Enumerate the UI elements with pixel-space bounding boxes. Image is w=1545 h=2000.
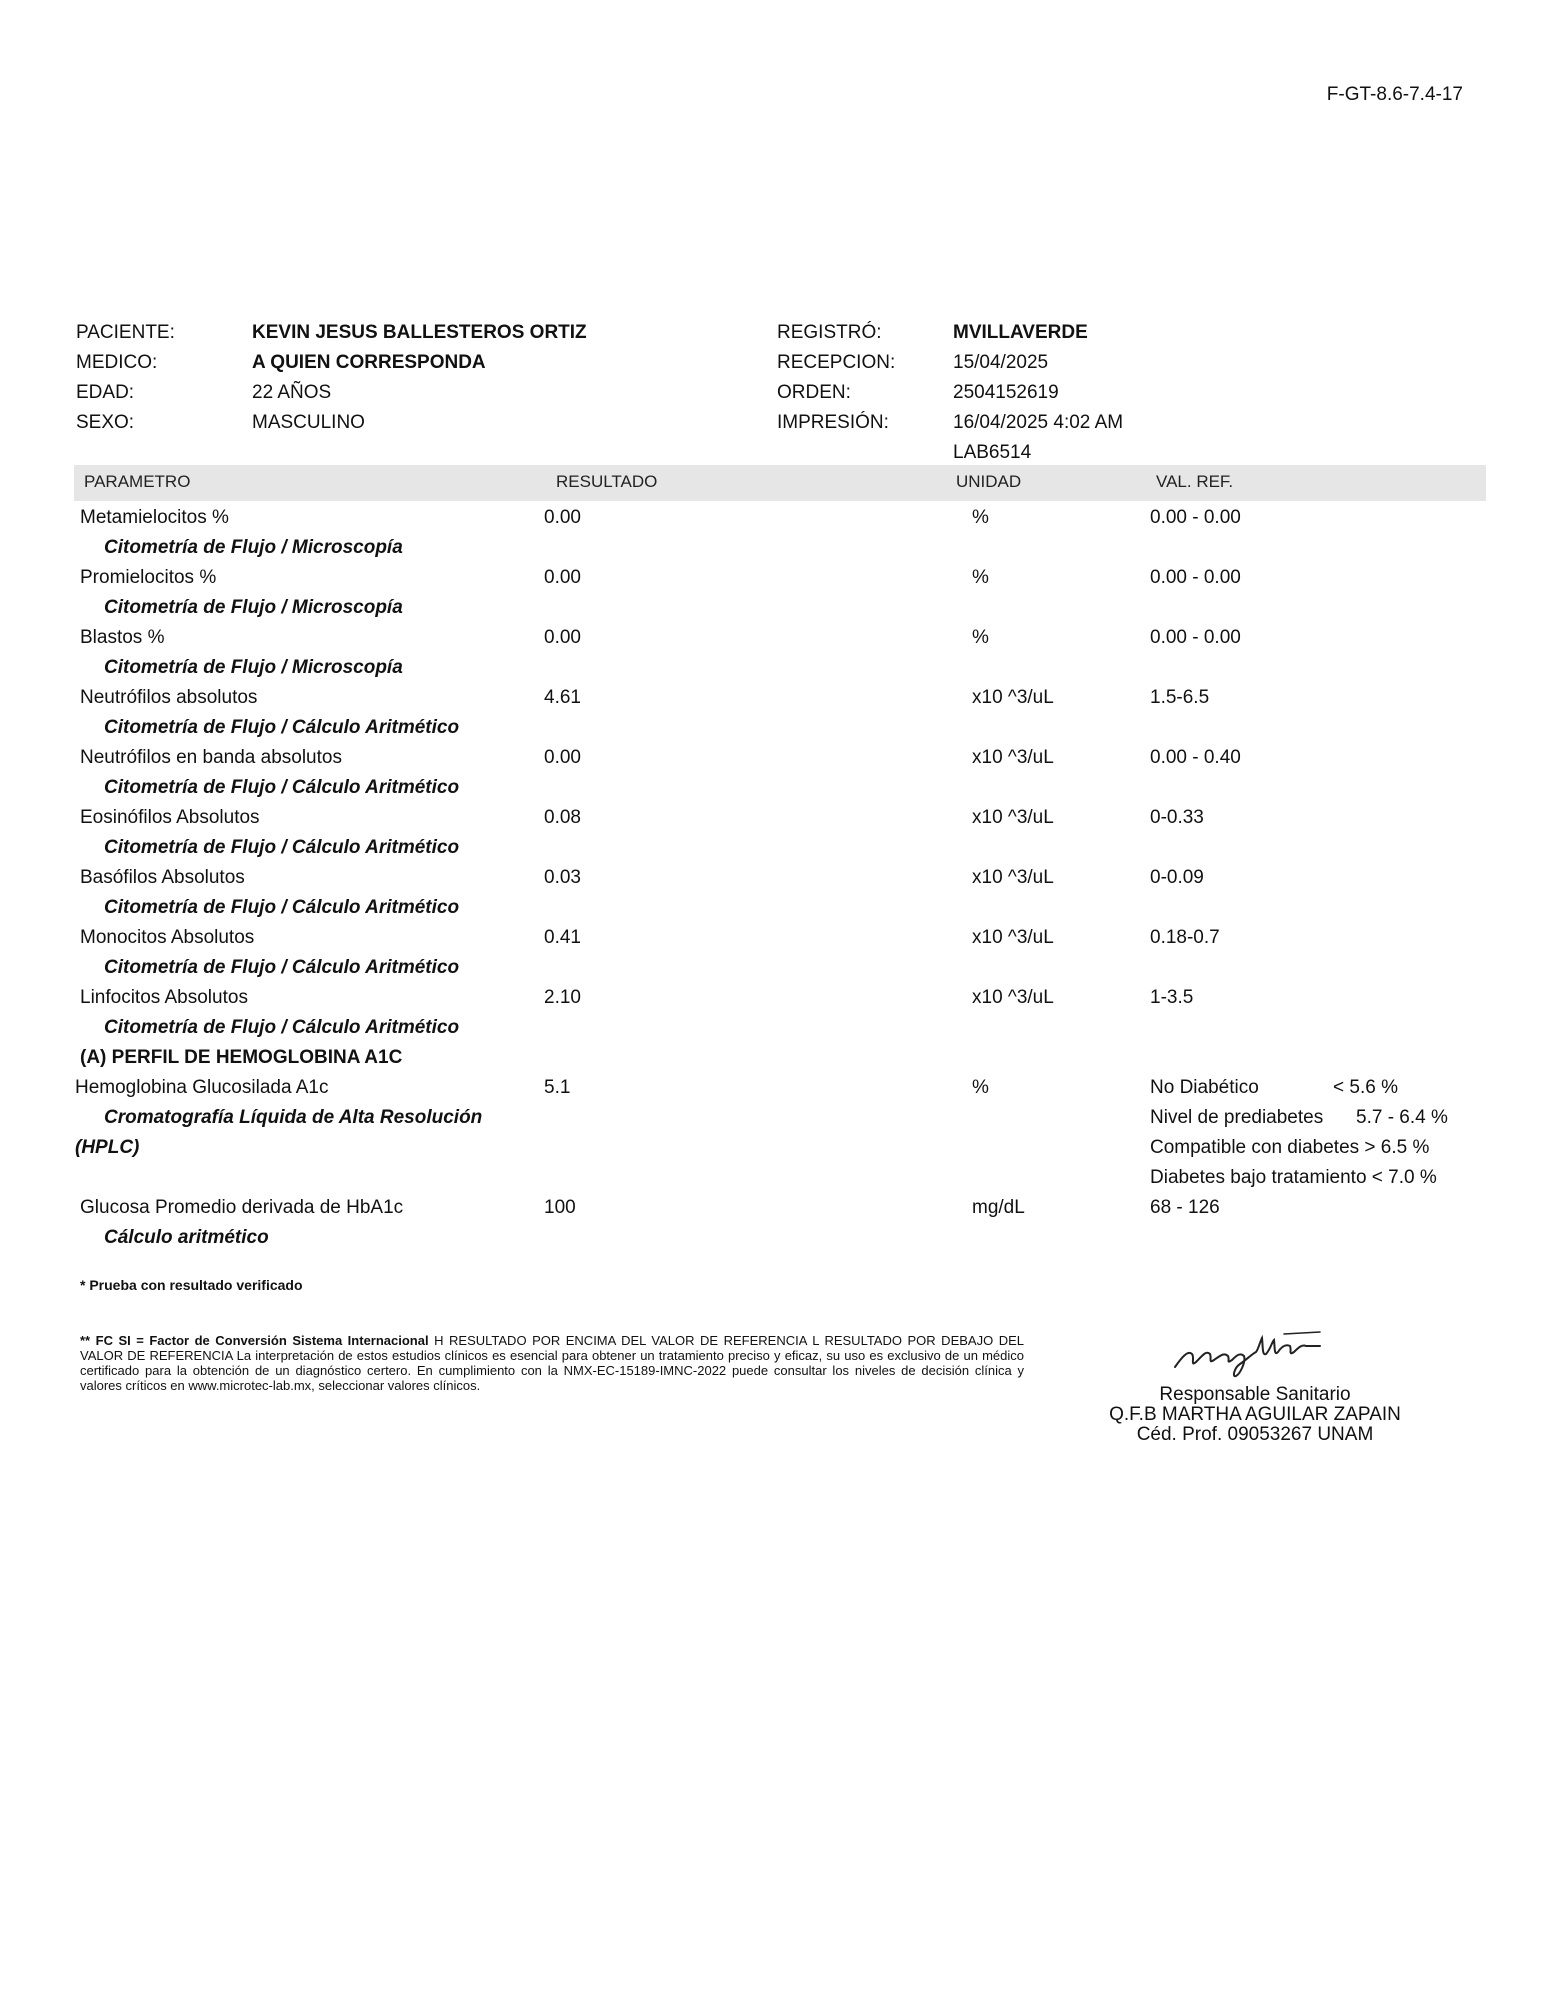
param-name: Neutrófilos absolutos [80, 687, 258, 708]
param-ref: 0-0.33 [1150, 807, 1204, 828]
param-result: 0.41 [544, 927, 581, 948]
param-unit: x10 ^3/uL [972, 747, 1054, 768]
param-ref: 0.00 - 0.40 [1150, 747, 1241, 768]
footnote-bold: ** FC SI = Factor de Conversión Sistema Internacional [80, 1333, 429, 1348]
lab-code: LAB6514 [953, 442, 1032, 463]
reception-label: RECEPCION: [777, 352, 896, 373]
signatory-role: Responsable Sanitario [1159, 1384, 1351, 1405]
order-label: ORDEN: [777, 382, 851, 403]
table-row [0, 687, 1545, 717]
a1c-section-title: (A) PERFIL DE HEMOGLOBINA A1C [80, 1047, 403, 1068]
registered-value: MVILLAVERDE [953, 322, 1088, 343]
a1c-unit: % [972, 1077, 989, 1098]
document-code: F-GT-8.6-7.4-17 [1326, 84, 1463, 105]
sex-value: MASCULINO [252, 412, 365, 433]
param-unit: x10 ^3/uL [972, 807, 1054, 828]
param-name: Metamielocitos % [80, 507, 229, 528]
doctor-value: A QUIEN CORRESPONDA [252, 352, 486, 373]
param-unit: x10 ^3/uL [972, 867, 1054, 888]
param-method: Citometría de Flujo / Cálculo Aritmético [104, 837, 460, 858]
patient-label: PACIENTE: [76, 322, 175, 343]
param-ref: 1.5-6.5 [1150, 687, 1210, 708]
param-result: 0.00 [544, 747, 581, 768]
patient-name: KEVIN JESUS BALLESTEROS ORTIZ [252, 322, 587, 343]
patient-info-right [777, 322, 1277, 462]
glucose-unit: mg/dL [972, 1197, 1025, 1218]
param-unit: x10 ^3/uL [972, 987, 1054, 1008]
method-row [0, 597, 1545, 627]
header-resultado: RESULTADO [556, 472, 658, 491]
reception-value: 15/04/2025 [953, 352, 1049, 373]
glucose-row [0, 1197, 1545, 1227]
param-ref: 0.18-0.7 [1150, 927, 1220, 948]
glucose-result: 100 [544, 1197, 576, 1218]
a1c-ref-row-4 [0, 1167, 1545, 1197]
footnote-text: H RESULTADO POR ENCIMA DEL VALOR DE REFERENCIA L RESULTADO POR DEBAJO DEL VALOR DE REFERENCIA La interpretación de estos estudios clínicos es esencial para obtener un tratamiento preciso y eficaz, su uso es exclusivo de un médico certificado para la obtención de un diagnóstico certero. En cumplimiento con la NMX-EC-15189-IMNC-2022 puede consultar los niveles de decisión clínica y valores críticos en www.microtec-lab.mx, seleccionar valores clínicos. [80, 1333, 1024, 1393]
diabetes-treatment: Diabetes bajo tratamiento < 7.0 % [1150, 1167, 1437, 1188]
param-method: Citometría de Flujo / Cálculo Aritmético [104, 897, 460, 918]
print-label: IMPRESIÓN: [777, 412, 889, 433]
param-ref: 0-0.09 [1150, 867, 1204, 888]
param-result: 4.61 [544, 687, 581, 708]
param-name: Monocitos Absolutos [80, 927, 255, 948]
param-result: 0.00 [544, 627, 581, 648]
table-row [0, 567, 1545, 597]
param-unit: % [972, 567, 989, 588]
table-row [0, 867, 1545, 897]
prediabetes-value: 5.7 - 6.4 % [1356, 1107, 1448, 1128]
glucose-method-row [0, 1227, 1545, 1257]
table-row [0, 927, 1545, 957]
param-method: Citometría de Flujo / Microscopía [104, 537, 403, 558]
param-method: Citometría de Flujo / Microscopía [104, 657, 403, 678]
doctor-label: MEDICO: [76, 352, 158, 373]
param-result: 0.00 [544, 507, 581, 528]
param-name: Eosinófilos Absolutos [80, 807, 260, 828]
param-name: Promielocitos % [80, 567, 217, 588]
param-unit: % [972, 627, 989, 648]
method-row [0, 777, 1545, 807]
method-row [0, 717, 1545, 747]
sex-label: SEXO: [76, 412, 135, 433]
param-unit: x10 ^3/uL [972, 687, 1054, 708]
signatory-license: Céd. Prof. 09053267 UNAM [1136, 1424, 1374, 1445]
param-name: Basófilos Absolutos [80, 867, 245, 888]
table-row [0, 807, 1545, 837]
handwritten-signature [1170, 1312, 1330, 1387]
param-unit: x10 ^3/uL [972, 927, 1054, 948]
method-row [0, 957, 1545, 987]
patient-info-left [76, 322, 676, 432]
footnote [80, 1333, 1024, 1393]
verified-note: * Prueba con resultado verificado [80, 1277, 303, 1293]
a1c-method-row [0, 1107, 1545, 1137]
glucose-ref: 68 - 126 [1150, 1197, 1220, 1218]
param-ref: 0.00 - 0.00 [1150, 627, 1241, 648]
param-ref: 0.00 - 0.00 [1150, 567, 1241, 588]
age-value: 22 AÑOS [252, 382, 332, 403]
param-method: Citometría de Flujo / Cálculo Aritmético [104, 717, 460, 738]
table-row [0, 987, 1545, 1017]
param-method: Citometría de Flujo / Cálculo Aritmético [104, 777, 460, 798]
param-ref: 0.00 - 0.00 [1150, 507, 1241, 528]
param-result: 0.08 [544, 807, 581, 828]
signature-block [1090, 1385, 1420, 1445]
param-result: 0.00 [544, 567, 581, 588]
registered-label: REGISTRÓ: [777, 322, 882, 343]
param-name: Neutrófilos en banda absolutos [80, 747, 342, 768]
method-row [0, 657, 1545, 687]
a1c-method: Cromatografía Líquida de Alta Resolución [104, 1107, 483, 1128]
param-name: Linfocitos Absolutos [80, 987, 248, 1008]
param-name: Blastos % [80, 627, 165, 648]
method-row [0, 837, 1545, 867]
method-row [0, 537, 1545, 567]
prediabetes-label: Nivel de prediabetes [1150, 1107, 1324, 1128]
param-ref: 1-3.5 [1150, 987, 1194, 1008]
diabetes-compatible: Compatible con diabetes > 6.5 % [1150, 1137, 1430, 1158]
a1c-ref-value: < 5.6 % [1333, 1077, 1398, 1098]
param-method: Citometría de Flujo / Cálculo Aritmético [104, 1017, 460, 1038]
signatory-name: Q.F.B MARTHA AGUILAR ZAPAIN [1109, 1404, 1401, 1425]
table-row [0, 627, 1545, 657]
a1c-result: 5.1 [544, 1077, 571, 1098]
method-row [0, 897, 1545, 927]
print-value: 16/04/2025 4:02 AM [953, 412, 1124, 433]
a1c-param: Hemoglobina Glucosilada A1c [75, 1077, 329, 1098]
order-value: 2504152619 [953, 382, 1059, 403]
a1c-ref-label: No Diabético [1150, 1077, 1259, 1098]
a1c-method-row-2 [0, 1137, 1545, 1167]
header-unidad: UNIDAD [956, 472, 1022, 491]
table-row [0, 747, 1545, 777]
glucose-param: Glucosa Promedio derivada de HbA1c [80, 1197, 404, 1218]
header-parametro: PARAMETRO [84, 472, 191, 491]
param-unit: % [972, 507, 989, 528]
param-result: 2.10 [544, 987, 581, 1008]
param-method: Citometría de Flujo / Cálculo Aritmético [104, 957, 460, 978]
age-label: EDAD: [76, 382, 135, 403]
table-row [0, 507, 1545, 537]
a1c-method-abbrev: (HPLC) [75, 1137, 140, 1158]
glucose-method: Cálculo aritmético [104, 1227, 269, 1248]
header-val-ref: VAL. REF. [1156, 472, 1234, 491]
results-table-header [74, 465, 1486, 501]
a1c-row [0, 1077, 1545, 1107]
method-row [0, 1017, 1545, 1047]
param-method: Citometría de Flujo / Microscopía [104, 597, 403, 618]
param-result: 0.03 [544, 867, 581, 888]
